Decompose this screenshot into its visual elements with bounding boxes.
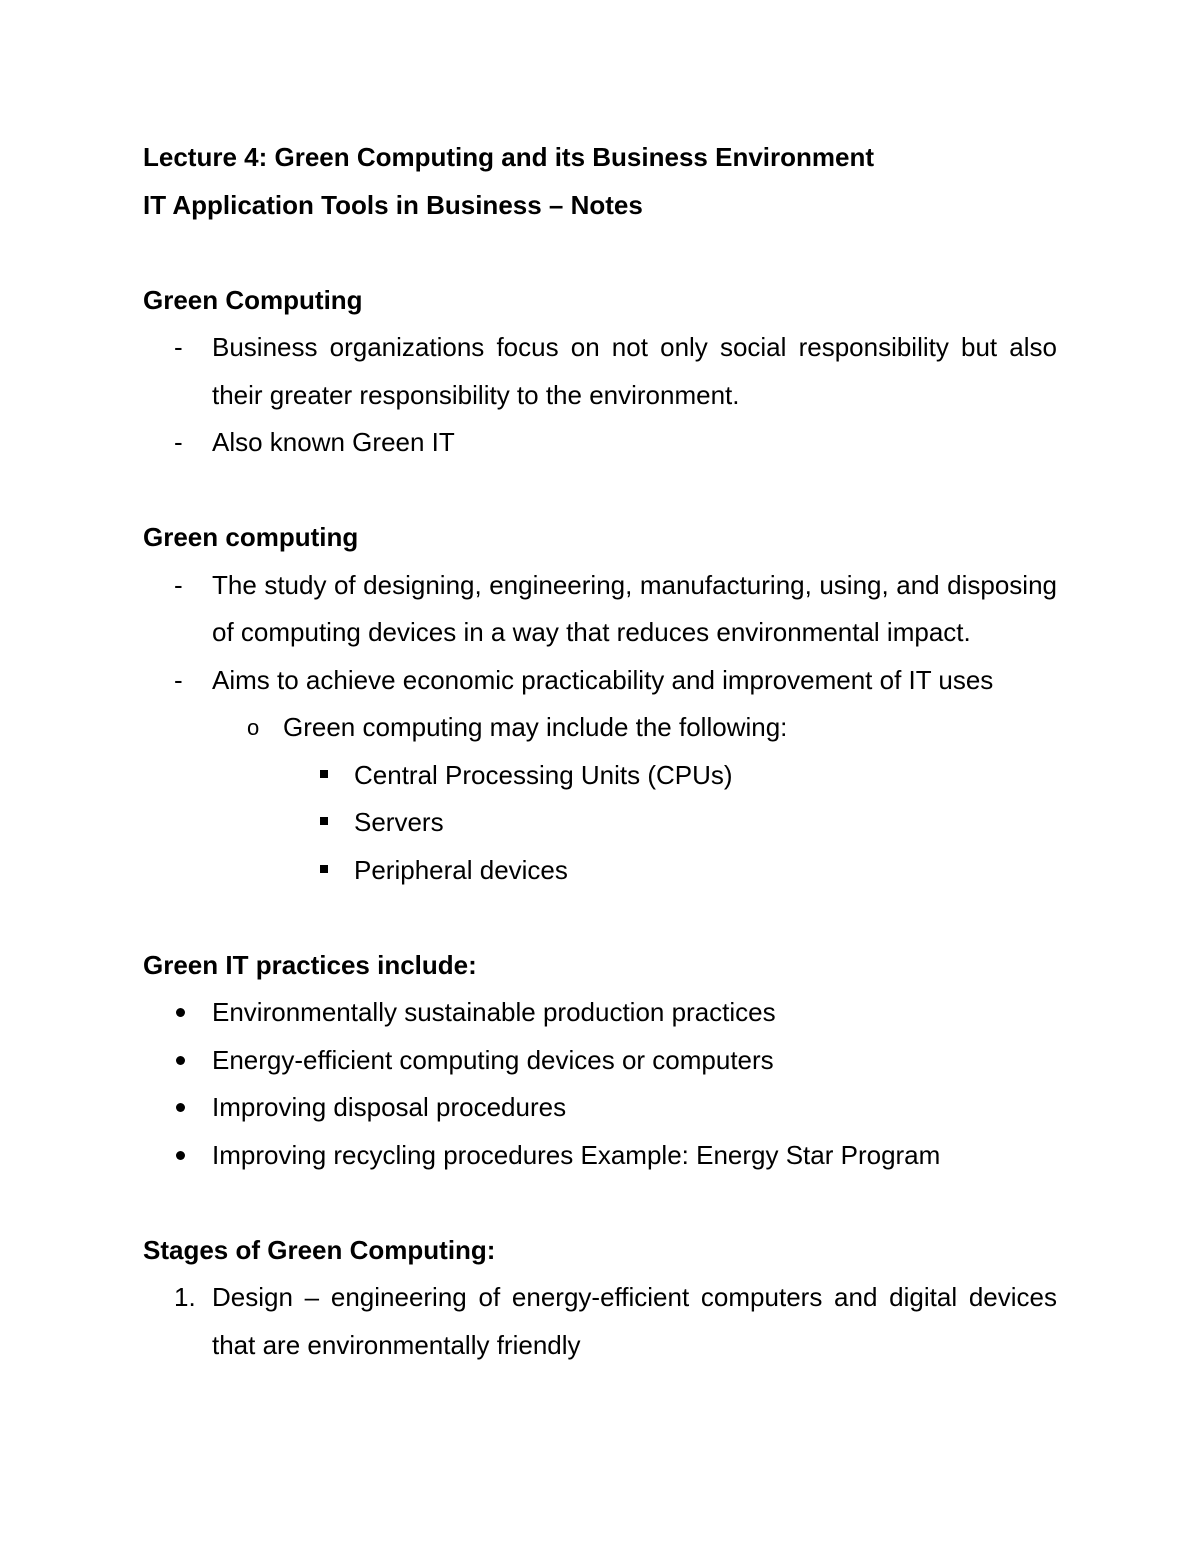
list-item (143, 1132, 1057, 1180)
list-item (143, 324, 1057, 419)
document-subtitle: IT Application Tools in Business – Notes (143, 189, 643, 220)
sub-sub-list-item (143, 847, 1057, 895)
list-item-text: Improving recycling procedures Example: Energy Star Program (212, 1139, 941, 1170)
list-item (143, 1084, 1057, 1132)
document-body (143, 134, 1057, 1369)
section-heading-green-computing: Green Computing (143, 284, 363, 315)
list-item (143, 562, 1057, 657)
list-item (143, 657, 1057, 705)
dash-marker: - (174, 664, 183, 695)
sub-sub-list-item-text: Peripheral devices (354, 854, 568, 885)
list-item-text: Environmentally sustainable production practices (212, 997, 776, 1027)
list-item-text: Improving disposal procedures (212, 1092, 567, 1122)
list-item-text: Business organizations focus on not only social responsibility but also their greater responsibility to the environment. (212, 332, 1057, 410)
square-bullet-icon (320, 865, 328, 873)
numbered-list-item (143, 1274, 1057, 1369)
list-item-text: Design – engineering of energy-efficient computers and digital devices that are environmentally friendly (212, 1282, 1057, 1360)
sub-sub-list-item (143, 799, 1057, 847)
list-item (143, 1037, 1057, 1085)
circle-bullet-icon: o (247, 715, 260, 740)
sub-list-item-text: Green computing may include the following: (283, 712, 788, 742)
bullet-icon (176, 1008, 185, 1017)
list-item-text: Energy-efficient computing devices or computers (212, 1044, 774, 1075)
list-item-text: The study of designing, engineering, manufacturing, using, and disposing of computing devices in a way that reduces environmental impact. (212, 569, 1057, 647)
bullet-icon (176, 1151, 185, 1160)
dash-marker: - (174, 427, 183, 457)
list-item-text: Also known Green IT (212, 427, 455, 457)
section-heading-stages: Stages of Green Computing: (143, 1234, 496, 1265)
document-title: Lecture 4: Green Computing and its Business Environment (143, 142, 875, 172)
square-bullet-icon (320, 770, 328, 778)
sub-sub-list-item (143, 752, 1057, 800)
list-item-text: Aims to achieve economic practicability and improvement of IT uses (212, 664, 994, 695)
list-item (143, 419, 1057, 467)
bullet-icon (176, 1056, 185, 1065)
sub-sub-list-item-text: Servers (354, 807, 444, 837)
section-heading-green-computing-definition: Green computing (143, 522, 359, 552)
square-bullet-icon (320, 817, 328, 825)
sub-list-item (143, 704, 1057, 752)
dash-marker: - (174, 332, 183, 362)
list-item (143, 989, 1057, 1037)
number-marker: 1. (174, 1282, 196, 1312)
sub-sub-list-item-text: Central Processing Units (CPUs) (354, 759, 733, 790)
bullet-icon (176, 1103, 185, 1112)
section-heading-green-it-practices: Green IT practices include: (143, 949, 477, 980)
dash-marker: - (174, 569, 183, 600)
